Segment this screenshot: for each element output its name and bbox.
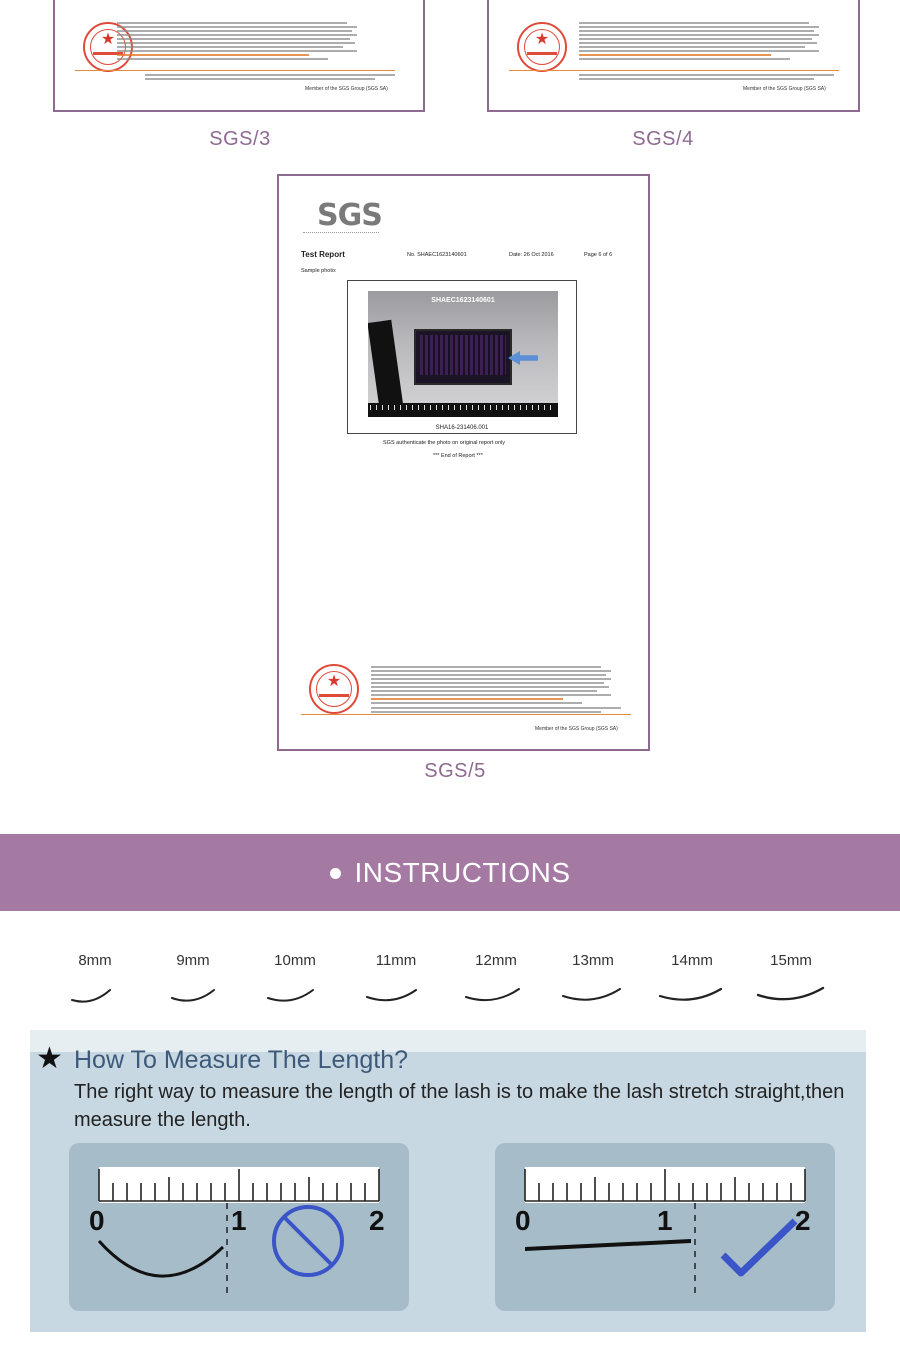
sgs-seal-stamp: ★ <box>309 664 359 714</box>
sgs-document-3 <box>53 0 425 112</box>
photo-code: SHA16-231406.001 <box>435 425 489 431</box>
ruler-mark-0: 0 <box>89 1205 105 1236</box>
sgs-document-4 <box>487 0 860 112</box>
member-line: Member of the SGS Group (SGS SA) <box>743 86 826 92</box>
length-label-10mm: 10mm <box>274 952 316 969</box>
right-measure-example <box>495 1143 835 1311</box>
sample-photo <box>368 291 558 417</box>
length-label-11mm: 11mm <box>375 952 417 969</box>
member-line: Member of the SGS Group (SGS SA) <box>535 726 618 732</box>
fine-print-text <box>371 666 611 706</box>
report-date: Date: 26 Oct 2016 <box>509 252 554 258</box>
report-title: Test Report <box>301 250 345 259</box>
fine-print-text <box>117 22 357 62</box>
ruler-mark-2: 2 <box>795 1205 811 1236</box>
instructions-banner <box>0 834 900 911</box>
report-page: Page 6 of 6 <box>584 252 613 258</box>
checkmark-icon <box>723 1221 795 1273</box>
report-number: No. SHAEC1623140601 <box>407 252 467 258</box>
lash-curve-14mm <box>658 986 724 1006</box>
lash-curve-11mm <box>365 986 419 1006</box>
ruler-mark-1: 1 <box>231 1205 247 1236</box>
bullet-icon <box>330 868 341 879</box>
sgs-document-5 <box>277 174 650 751</box>
document-caption: SGS/3 <box>209 128 271 150</box>
sample-photo-label: Sample photo: <box>301 268 337 274</box>
member-line: Member of the SGS Group (SGS SA) <box>305 86 388 92</box>
sgs-seal-stamp: ★ <box>517 22 567 72</box>
document-caption: SGS/4 <box>632 128 694 150</box>
length-label-9mm: 9mm <box>176 952 210 969</box>
length-label-15mm: 15mm <box>770 952 812 969</box>
instructions-title: INSTRUCTIONS <box>354 856 571 888</box>
length-label-14mm: 14mm <box>671 952 713 969</box>
measure-description: The right way to measure the length of the lash is to make the lash stretch straight,then measure the length. <box>74 1081 845 1131</box>
end-of-report: *** End of Report *** <box>433 453 483 459</box>
lash-curve-15mm <box>756 986 826 1006</box>
lash-curve-12mm <box>464 986 522 1006</box>
lash-curve-9mm <box>170 986 218 1006</box>
sgs-logo: SGS <box>317 198 382 233</box>
star-icon: ★ <box>36 1042 63 1075</box>
lash-curve-8mm <box>70 986 114 1006</box>
lash-curve-10mm <box>266 986 316 1006</box>
arrow-icon <box>508 351 538 365</box>
wrong-measure-example <box>69 1143 409 1311</box>
ruler-mark-1: 1 <box>657 1205 673 1236</box>
ruler-mark-0: 0 <box>515 1205 531 1236</box>
lash-curve-13mm <box>561 986 623 1006</box>
ruler-mark-2: 2 <box>369 1205 385 1236</box>
length-label-12mm: 12mm <box>475 952 517 969</box>
authenticate-note: SGS authenticate the photo on original report only <box>383 440 505 446</box>
photo-label: SHAEC1623140601 <box>431 297 495 304</box>
length-label-8mm: 8mm <box>78 952 112 969</box>
sample-photo-frame <box>347 280 577 434</box>
sgs-seal-stamp: ★ <box>83 22 133 72</box>
measure-title: How To Measure The Length? <box>74 1046 409 1074</box>
document-caption: SGS/5 <box>424 760 486 782</box>
length-label-13mm: 13mm <box>572 952 614 969</box>
fine-print-text <box>579 22 819 62</box>
